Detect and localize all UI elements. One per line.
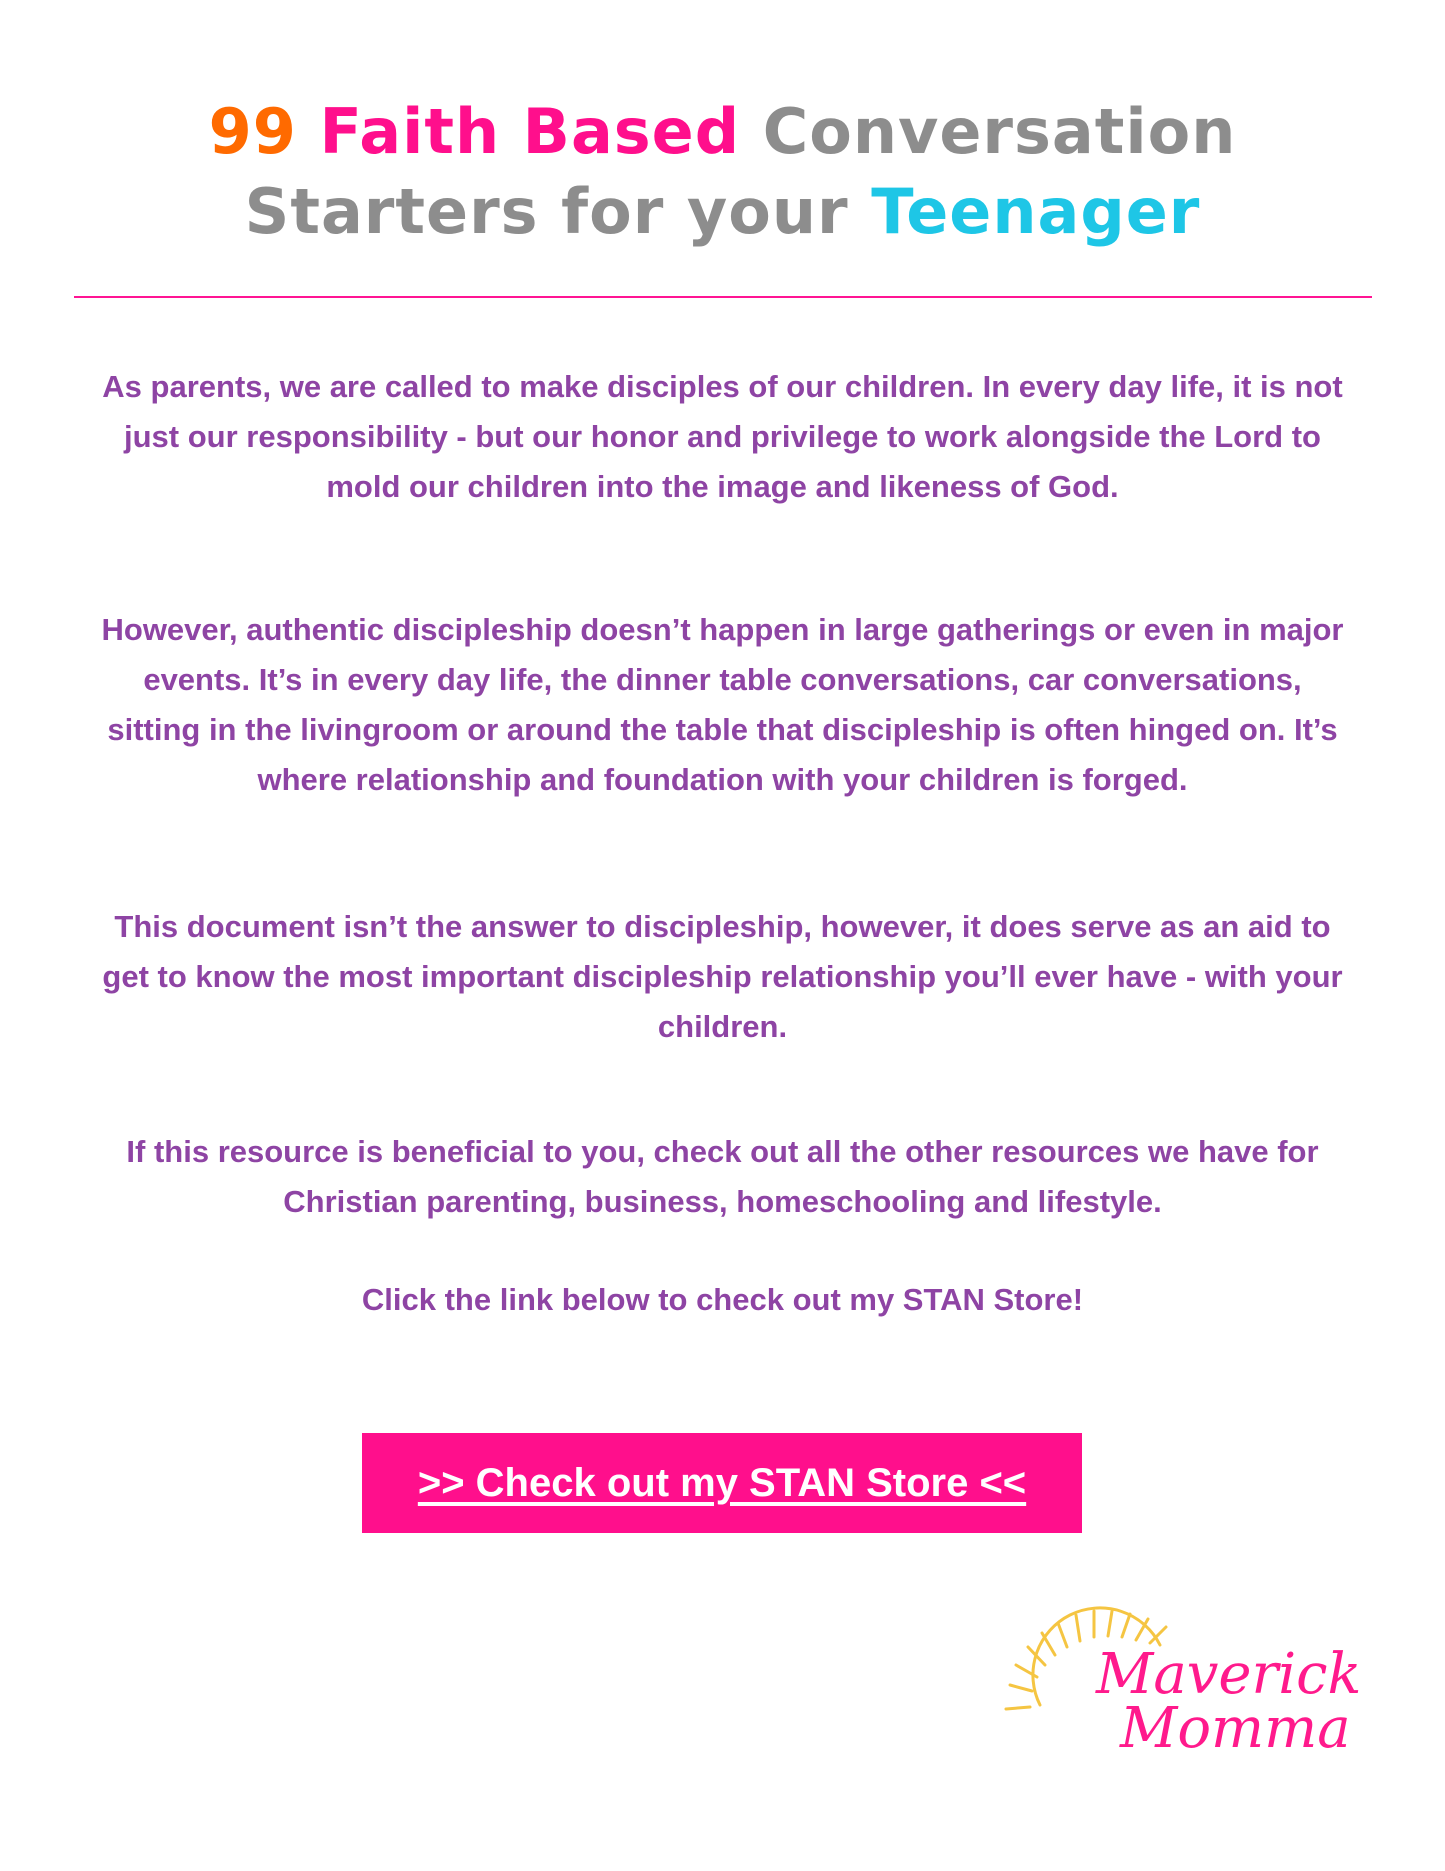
title-conversation: Conversation bbox=[762, 95, 1237, 168]
title-starters: Starters for your bbox=[244, 175, 849, 248]
logo-text-momma: Momma bbox=[1120, 1696, 1351, 1761]
title-number: 99 bbox=[208, 95, 297, 168]
logo-text-maverick: Maverick bbox=[1096, 1642, 1362, 1707]
intro-paragraph: As parents, we are called to make disciples of our children. In every day life, it is not just our responsibility - but our honor and privilege to work alongside the Lord to mold our children into the image and likeness of God. bbox=[102, 369, 1343, 504]
discipleship-paragraph: However, authentic discipleship doesn’t happen in large gatherings or even in major events. It’s in every day life, the dinner table conversations, car conversations, sitting in the livingroom or around the table that discipleship is often hinged on. It’s where relationship and foundation with your children is forged. bbox=[101, 612, 1344, 797]
title-faith-based: Faith Based bbox=[319, 95, 741, 168]
title-teenager: Teenager bbox=[871, 175, 1201, 248]
stan-store-button[interactable]: >> Check out my STAN Store << bbox=[362, 1433, 1082, 1533]
resources-paragraph: If this resource is beneficial to you, check out all the other resources we have for Christian parenting, business, homeschooling and lifestyle. bbox=[126, 1134, 1319, 1219]
title-divider bbox=[74, 296, 1372, 298]
page-title bbox=[0, 92, 1445, 252]
link-prompt-paragraph: Click the link below to check out my STAN Store! bbox=[361, 1282, 1084, 1317]
maverick-momma-logo bbox=[1000, 1605, 1362, 1765]
document-purpose-paragraph: This document isn’t the answer to discipleship, however, it does serve as an aid to get to know the most important discipleship relationship you’ll ever have - with your children. bbox=[102, 909, 1343, 1044]
